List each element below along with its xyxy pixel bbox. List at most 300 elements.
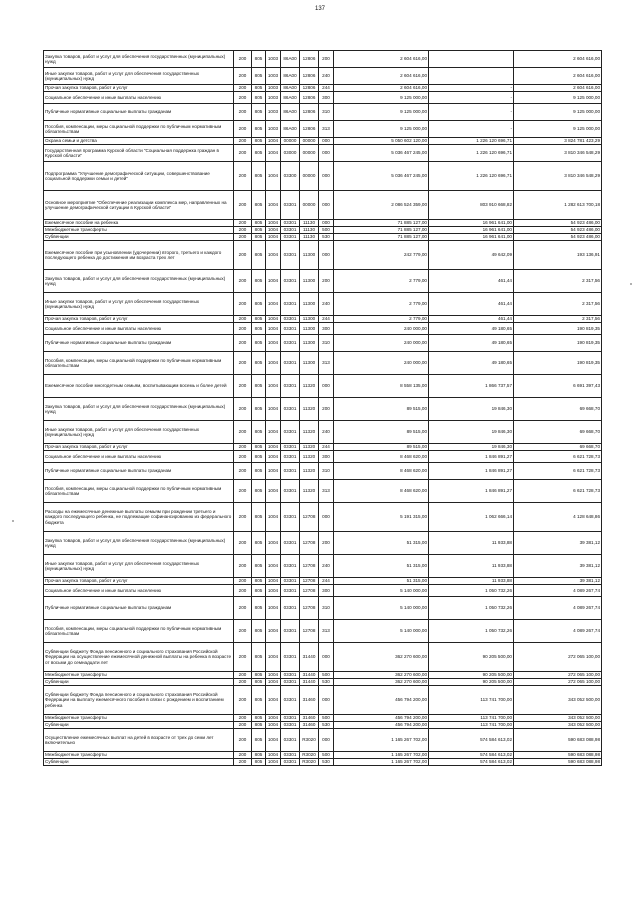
code-direction: 00000: [300, 138, 319, 145]
code-admin: 200: [234, 335, 252, 352]
code-admin: 200: [234, 715, 252, 722]
value-executed: 49 642,09: [429, 241, 514, 270]
table-row: [44, 620, 602, 643]
code-program: 03301: [281, 620, 300, 643]
code-section: 1004: [266, 597, 281, 620]
code-section: 1004: [266, 503, 281, 532]
table-row: [44, 191, 602, 220]
code-direction: 12806: [300, 51, 319, 68]
table-row: [44, 85, 602, 92]
table-row: [44, 451, 602, 463]
table-row: [44, 335, 602, 352]
code-program: 03301: [281, 270, 300, 293]
row-name: Публичные нормативные социальные выплаты гражданам: [44, 335, 234, 352]
code-admin: 200: [234, 352, 252, 375]
code-admin: 200: [234, 316, 252, 323]
code-ministry: 805: [252, 451, 266, 463]
code-ministry: 805: [252, 270, 266, 293]
value-remaining: 4 089 267,74: [514, 585, 602, 597]
value-planned: 1 165 267 702,00: [334, 729, 429, 752]
value-remaining: 69 668,70: [514, 444, 602, 451]
code-expense-type: 244: [319, 444, 334, 451]
value-planned: 8 468 620,00: [334, 480, 429, 503]
value-remaining: 39 381,12: [514, 578, 602, 585]
value-executed: 574 584 613,02: [429, 752, 514, 759]
value-executed: 1 062 666,14: [429, 503, 514, 532]
code-program: 03301: [281, 234, 300, 241]
code-direction: 31440: [300, 672, 319, 679]
code-ministry: 805: [252, 227, 266, 234]
row-name: Иные закупки товаров, работ и услуг для обеспечения государственных (муниципальных) нужд: [44, 555, 234, 578]
value-remaining: 39 381,12: [514, 555, 602, 578]
table-row: [44, 715, 602, 722]
code-expense-type: 000: [319, 145, 334, 162]
code-ministry: 805: [252, 85, 266, 92]
value-planned: 5 036 467 245,00: [334, 162, 429, 191]
code-direction: 11300: [300, 316, 319, 323]
row-name: Публичные нормативные социальные выплаты гражданам: [44, 463, 234, 480]
code-admin: 200: [234, 191, 252, 220]
code-expense-type: 500: [319, 715, 334, 722]
code-admin: 200: [234, 503, 252, 532]
value-remaining: 6 621 728,73: [514, 451, 602, 463]
value-planned: 2 604 616,00: [334, 51, 429, 68]
value-remaining: 69 668,70: [514, 398, 602, 421]
table-row: [44, 323, 602, 335]
code-program: 03301: [281, 220, 300, 227]
code-admin: 200: [234, 729, 252, 752]
code-direction: 31460: [300, 686, 319, 715]
row-name: Социальное обеспечение и иные выплаты населению: [44, 585, 234, 597]
code-section: 1004: [266, 421, 281, 444]
table-row: [44, 679, 602, 686]
code-direction: 11300: [300, 352, 319, 375]
code-section: 1004: [266, 145, 281, 162]
code-section: 1004: [266, 138, 281, 145]
code-section: 1004: [266, 672, 281, 679]
code-admin: 200: [234, 597, 252, 620]
code-admin: 200: [234, 421, 252, 444]
code-admin: 200: [234, 679, 252, 686]
value-remaining: 3 810 346 548,29: [514, 145, 602, 162]
value-remaining: 39 381,12: [514, 532, 602, 555]
value-executed: 49 180,65: [429, 323, 514, 335]
value-executed: -: [429, 104, 514, 121]
table-row: [44, 234, 602, 241]
value-remaining: 343 052 500,00: [514, 722, 602, 729]
value-executed: 11 933,88: [429, 578, 514, 585]
code-ministry: 805: [252, 121, 266, 138]
code-ministry: 805: [252, 444, 266, 451]
code-expense-type: 200: [319, 532, 334, 555]
code-direction: R3020: [300, 759, 319, 766]
code-direction: 31440: [300, 643, 319, 672]
row-name: Прочая закупка товаров, работ и услуг: [44, 444, 234, 451]
value-planned: 2 779,00: [334, 316, 429, 323]
value-executed: 1 846 891,27: [429, 480, 514, 503]
code-program: 86А00: [281, 92, 300, 104]
code-ministry: 805: [252, 722, 266, 729]
value-planned: 51 315,00: [334, 532, 429, 555]
budget-rows: [44, 51, 602, 766]
code-expense-type: 313: [319, 480, 334, 503]
value-planned: 5 036 467 245,00: [334, 145, 429, 162]
code-ministry: 805: [252, 597, 266, 620]
code-section: 1004: [266, 532, 281, 555]
code-program: 03301: [281, 241, 300, 270]
code-admin: 200: [234, 323, 252, 335]
code-expense-type: 000: [319, 643, 334, 672]
row-name: Межбюджетные трансферты: [44, 227, 234, 234]
code-expense-type: 000: [319, 241, 334, 270]
row-name: Пособия, компенсации, меры социальной поддержки по публичным нормативным обязательствам: [44, 121, 234, 138]
value-executed: 1 846 891,27: [429, 463, 514, 480]
budget-table: [43, 50, 602, 766]
code-admin: 200: [234, 578, 252, 585]
table-row: [44, 220, 602, 227]
code-direction: 11320: [300, 398, 319, 421]
code-ministry: 805: [252, 679, 266, 686]
value-executed: 113 741 700,00: [429, 686, 514, 715]
row-name: Расходы на ежемесячные денежные выплаты семьям при рождении третьего и каждого последующего ребенка, не подлежащие софинансированию из федерального бюджета: [44, 503, 234, 532]
code-admin: 200: [234, 121, 252, 138]
code-program: 03301: [281, 191, 300, 220]
code-program: 03301: [281, 643, 300, 672]
value-planned: 240 000,00: [334, 323, 429, 335]
code-program: 03301: [281, 352, 300, 375]
code-section: 1004: [266, 162, 281, 191]
code-section: 1003: [266, 85, 281, 92]
value-remaining: 69 668,70: [514, 421, 602, 444]
row-name: Субвенции бюджету Фонда пенсионного и социального страхования Российской Федерации на выплату ежемесячного пособия в связи с рождением и воспитанием ребенка: [44, 686, 234, 715]
code-direction: 12708: [300, 555, 319, 578]
table-row: [44, 270, 602, 293]
code-admin: 200: [234, 463, 252, 480]
row-name: Закупка товаров, работ и услуг для обеспечения государственных (муниципальных) нужд: [44, 51, 234, 68]
table-row: [44, 585, 602, 597]
code-direction: 11320: [300, 421, 319, 444]
code-program: 03301: [281, 335, 300, 352]
row-name: Прочая закупка товаров, работ и услуг: [44, 85, 234, 92]
value-planned: 240 000,00: [334, 352, 429, 375]
code-ministry: 805: [252, 503, 266, 532]
code-direction: 11130: [300, 234, 319, 241]
code-admin: 200: [234, 104, 252, 121]
code-program: 03300: [281, 162, 300, 191]
code-ministry: 805: [252, 555, 266, 578]
value-executed: 19 846,30: [429, 421, 514, 444]
code-section: 1004: [266, 335, 281, 352]
value-remaining: 3 810 346 548,29: [514, 162, 602, 191]
row-name: Пособия, компенсации, меры социальной поддержки по публичным нормативным обязательствам: [44, 620, 234, 643]
value-planned: 71 885 127,00: [334, 227, 429, 234]
value-executed: 11 933,88: [429, 555, 514, 578]
code-program: 03301: [281, 398, 300, 421]
row-name: Иные закупки товаров, работ и услуг для обеспечения государственных (муниципальных) нужд: [44, 421, 234, 444]
code-ministry: 805: [252, 92, 266, 104]
code-expense-type: 000: [319, 729, 334, 752]
scan-speck: [630, 283, 632, 285]
code-program: 03301: [281, 722, 300, 729]
value-planned: 9 125 000,00: [334, 92, 429, 104]
value-executed: 16 961 641,00: [429, 234, 514, 241]
value-remaining: 590 683 088,98: [514, 759, 602, 766]
code-expense-type: 240: [319, 68, 334, 85]
code-section: 1004: [266, 191, 281, 220]
code-program: 03301: [281, 729, 300, 752]
value-executed: 1 846 891,27: [429, 451, 514, 463]
value-planned: 51 315,00: [334, 578, 429, 585]
table-row: [44, 92, 602, 104]
code-program: 03301: [281, 316, 300, 323]
code-section: 1004: [266, 398, 281, 421]
value-executed: 1 050 732,26: [429, 620, 514, 643]
table-row: [44, 398, 602, 421]
row-name: Субвенции: [44, 722, 234, 729]
code-ministry: 805: [252, 145, 266, 162]
code-section: 1004: [266, 679, 281, 686]
code-section: 1004: [266, 480, 281, 503]
row-name: Субвенции: [44, 759, 234, 766]
table-row: [44, 722, 602, 729]
code-section: 1003: [266, 104, 281, 121]
code-ministry: 805: [252, 686, 266, 715]
code-ministry: 805: [252, 68, 266, 85]
value-remaining: 193 136,91: [514, 241, 602, 270]
table-row: [44, 352, 602, 375]
value-planned: 9 125 000,00: [334, 121, 429, 138]
code-program: 03301: [281, 227, 300, 234]
code-direction: 11320: [300, 451, 319, 463]
value-planned: 89 515,00: [334, 398, 429, 421]
row-name: Прочая закупка товаров, работ и услуг: [44, 578, 234, 585]
row-name: Субвенции: [44, 234, 234, 241]
row-name: Прочая закупка товаров, работ и услуг: [44, 316, 234, 323]
value-executed: 461,44: [429, 270, 514, 293]
value-planned: 456 794 200,00: [334, 722, 429, 729]
row-name: Межбюджетные трансферты: [44, 752, 234, 759]
value-planned: 456 794 200,00: [334, 715, 429, 722]
code-direction: 12708: [300, 578, 319, 585]
table-row: [44, 444, 602, 451]
code-ministry: 805: [252, 715, 266, 722]
code-ministry: 805: [252, 398, 266, 421]
code-section: 1004: [266, 323, 281, 335]
value-planned: 362 270 600,00: [334, 679, 429, 686]
value-executed: 574 584 613,02: [429, 729, 514, 752]
value-executed: 19 846,30: [429, 398, 514, 421]
code-direction: 11320: [300, 444, 319, 451]
row-name: Осуществление ежемесячных выплат на детей в возрасте от трех до семи лет включительно: [44, 729, 234, 752]
code-section: 1004: [266, 316, 281, 323]
code-direction: 12806: [300, 104, 319, 121]
row-name: Публичные нормативные социальные выплаты гражданам: [44, 104, 234, 121]
value-executed: [429, 51, 514, 68]
code-expense-type: 244: [319, 85, 334, 92]
code-direction: R3020: [300, 752, 319, 759]
code-admin: 200: [234, 398, 252, 421]
code-expense-type: 000: [319, 138, 334, 145]
code-program: 03301: [281, 752, 300, 759]
code-direction: 31460: [300, 715, 319, 722]
value-executed: [429, 68, 514, 85]
code-section: 1004: [266, 220, 281, 227]
code-section: 1003: [266, 92, 281, 104]
value-planned: 89 515,00: [334, 444, 429, 451]
code-program: 03301: [281, 375, 300, 398]
table-row: [44, 463, 602, 480]
code-section: 1004: [266, 293, 281, 316]
code-section: 1004: [266, 578, 281, 585]
code-expense-type: 000: [319, 375, 334, 398]
code-program: 03301: [281, 585, 300, 597]
value-remaining: 343 052 500,00: [514, 715, 602, 722]
value-executed: 461,44: [429, 316, 514, 323]
code-direction: R3020: [300, 729, 319, 752]
value-executed: 461,44: [429, 293, 514, 316]
code-admin: 200: [234, 480, 252, 503]
code-admin: 200: [234, 451, 252, 463]
code-direction: 12708: [300, 597, 319, 620]
code-admin: 200: [234, 643, 252, 672]
code-admin: 200: [234, 138, 252, 145]
row-name: Субвенции бюджету Фонда пенсионного и социального страхования Российской Федерации на осуществление ежемесячной денежной выплаты на ребенка в возрасте от восьми до семнадцати лет: [44, 643, 234, 672]
value-planned: 362 270 600,00: [334, 672, 429, 679]
code-direction: 12708: [300, 585, 319, 597]
row-name: Охрана семьи и детства: [44, 138, 234, 145]
code-expense-type: 300: [319, 585, 334, 597]
code-section: 1004: [266, 451, 281, 463]
value-remaining: 343 052 500,00: [514, 686, 602, 715]
value-executed: 49 180,65: [429, 335, 514, 352]
value-executed: 19 846,30: [429, 444, 514, 451]
value-remaining: 9 125 000,00: [514, 121, 602, 138]
code-section: 1004: [266, 352, 281, 375]
value-planned: 2 086 524 359,00: [334, 191, 429, 220]
code-ministry: 805: [252, 323, 266, 335]
code-ministry: 805: [252, 316, 266, 323]
code-expense-type: 313: [319, 620, 334, 643]
code-section: 1004: [266, 463, 281, 480]
value-executed: 803 910 668,82: [429, 191, 514, 220]
code-section: 1004: [266, 643, 281, 672]
code-direction: 12708: [300, 503, 319, 532]
table-row: [44, 729, 602, 752]
value-remaining: 6 621 728,73: [514, 463, 602, 480]
value-planned: 5 191 315,00: [334, 503, 429, 532]
table-row: [44, 121, 602, 138]
value-remaining: 2 604 616,00: [514, 68, 602, 85]
value-remaining: 2 604 616,00: [514, 51, 602, 68]
row-name: Иные закупки товаров, работ и услуг для обеспечения государственных (муниципальных) нужд: [44, 293, 234, 316]
code-ministry: 805: [252, 532, 266, 555]
code-program: 03301: [281, 463, 300, 480]
table-row: [44, 51, 602, 68]
code-expense-type: 000: [319, 686, 334, 715]
code-expense-type: 313: [319, 352, 334, 375]
value-planned: 51 315,00: [334, 555, 429, 578]
code-section: 1004: [266, 227, 281, 234]
code-program: 03301: [281, 759, 300, 766]
table-row: [44, 316, 602, 323]
row-name: Публичные нормативные социальные выплаты гражданам: [44, 597, 234, 620]
code-admin: 200: [234, 672, 252, 679]
table-row: [44, 672, 602, 679]
value-planned: 240 000,00: [334, 335, 429, 352]
value-remaining: 6 691 397,43: [514, 375, 602, 398]
row-name: Межбюджетные трансферты: [44, 672, 234, 679]
value-remaining: 272 065 100,00: [514, 643, 602, 672]
page-number: 137: [314, 6, 325, 12]
code-program: 03301: [281, 293, 300, 316]
code-ministry: 805: [252, 585, 266, 597]
code-direction: 12806: [300, 85, 319, 92]
code-expense-type: 200: [319, 51, 334, 68]
value-planned: 2 779,00: [334, 270, 429, 293]
code-program: 86А00: [281, 51, 300, 68]
value-executed: 90 205 500,00: [429, 679, 514, 686]
table-row: [44, 104, 602, 121]
code-program: 03301: [281, 532, 300, 555]
code-section: 1004: [266, 752, 281, 759]
code-program: 03301: [281, 421, 300, 444]
code-direction: 11320: [300, 463, 319, 480]
code-ministry: 805: [252, 643, 266, 672]
code-direction: 12806: [300, 121, 319, 138]
code-direction: 12806: [300, 68, 319, 85]
row-name: Субвенции: [44, 679, 234, 686]
code-ministry: 805: [252, 672, 266, 679]
code-expense-type: 000: [319, 162, 334, 191]
code-program: 86А00: [281, 68, 300, 85]
value-planned: 1 165 267 702,00: [334, 759, 429, 766]
value-remaining: 3 824 781 423,29: [514, 138, 602, 145]
code-ministry: 805: [252, 759, 266, 766]
value-executed: -: [429, 92, 514, 104]
table-row: [44, 597, 602, 620]
code-direction: 11320: [300, 480, 319, 503]
code-section: 1004: [266, 620, 281, 643]
row-name: Пособия, компенсации, меры социальной поддержки по публичным нормативным обязательствам: [44, 480, 234, 503]
code-direction: 11130: [300, 227, 319, 234]
code-ministry: 805: [252, 220, 266, 227]
value-executed: 1 866 737,57: [429, 375, 514, 398]
code-direction: 11300: [300, 335, 319, 352]
value-remaining: 1 282 613 700,18: [514, 191, 602, 220]
table-row: [44, 759, 602, 766]
row-name: Подпрограмма "Улучшение демографической ситуации, совершенствование социальной поддержки семьи и детей": [44, 162, 234, 191]
code-program: 03301: [281, 679, 300, 686]
code-program: 03301: [281, 686, 300, 715]
code-expense-type: 530: [319, 722, 334, 729]
code-expense-type: 500: [319, 227, 334, 234]
value-planned: 456 794 200,00: [334, 686, 429, 715]
code-ministry: 805: [252, 51, 266, 68]
value-remaining: 590 683 088,98: [514, 729, 602, 752]
code-admin: 200: [234, 444, 252, 451]
code-ministry: 805: [252, 293, 266, 316]
code-admin: 200: [234, 722, 252, 729]
row-name: Государственная программа Курской области "Социальная поддержка граждан в Курской области": [44, 145, 234, 162]
code-admin: 200: [234, 752, 252, 759]
code-admin: 200: [234, 375, 252, 398]
code-expense-type: 300: [319, 92, 334, 104]
row-name: Закупка товаров, работ и услуг для обеспечения государственных (муниципальных) нужд: [44, 532, 234, 555]
value-executed: 1 050 732,26: [429, 597, 514, 620]
row-name: Межбюджетные трансферты: [44, 715, 234, 722]
code-program: 03301: [281, 444, 300, 451]
code-program: 86А00: [281, 121, 300, 138]
